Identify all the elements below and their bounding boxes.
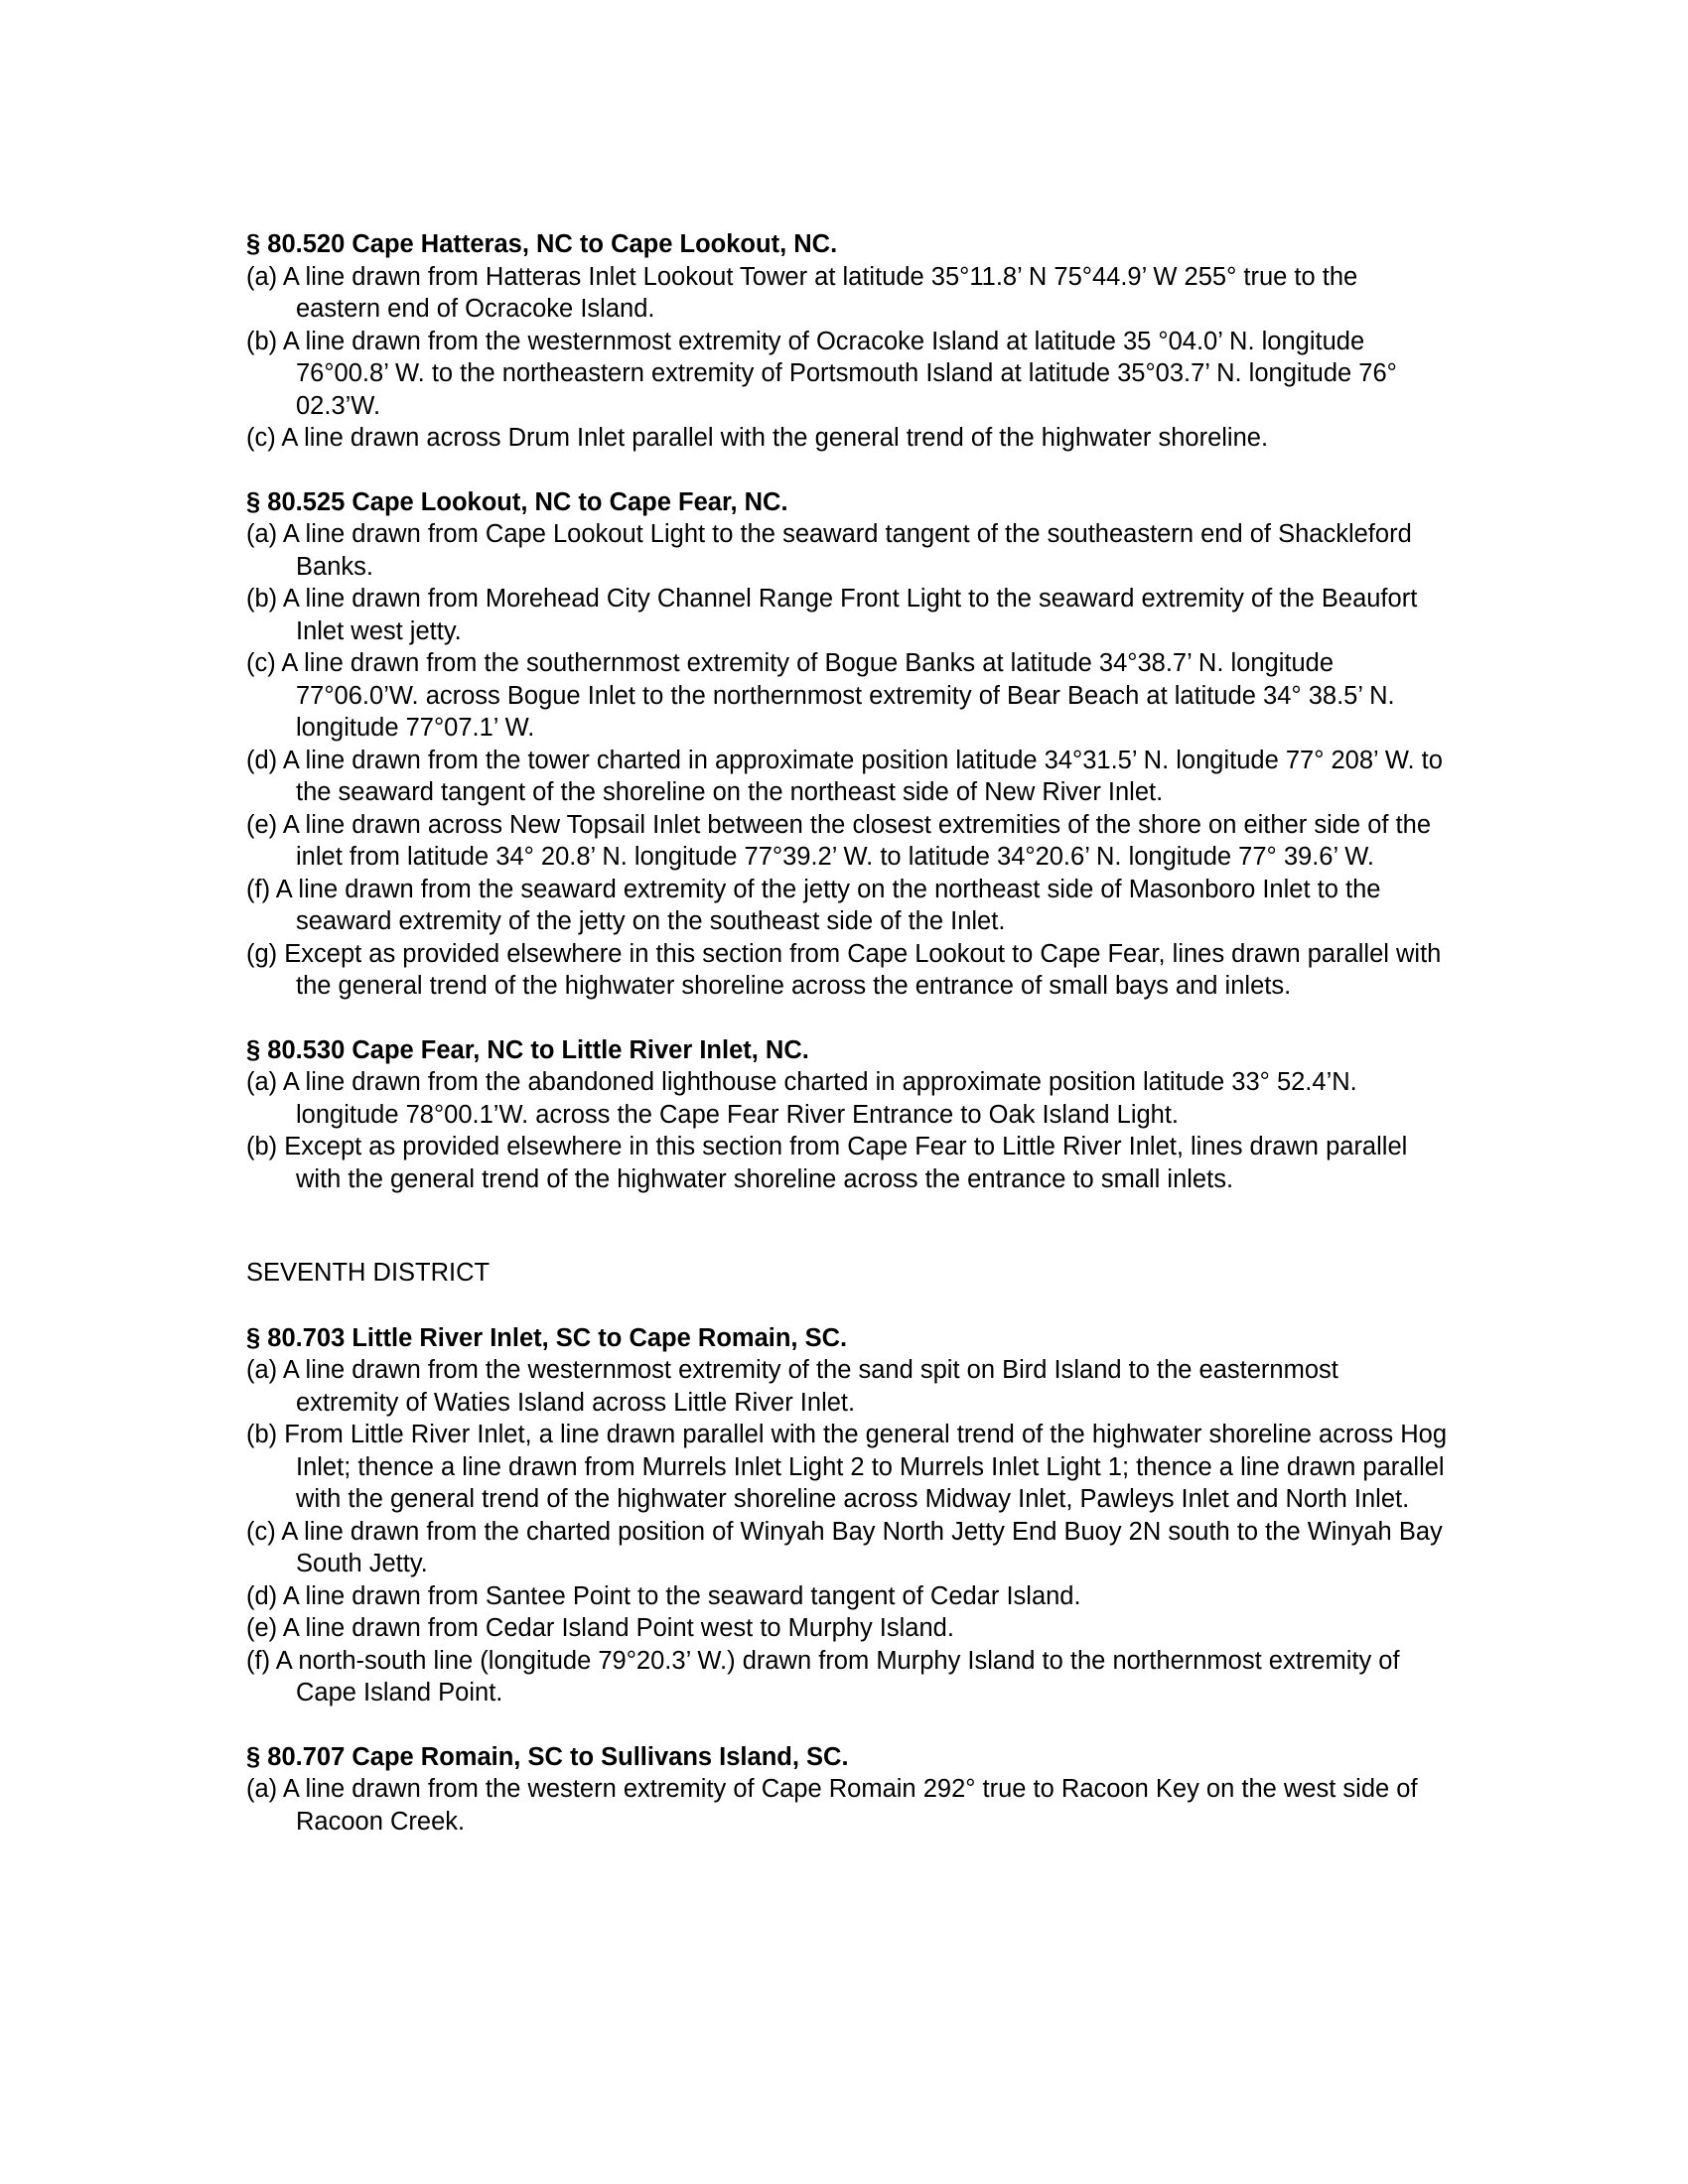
- section-item: (f) A north-south line (longitude 79°20.3’ W.) drawn from Murphy Island to the northernmost extremity of Cape Island Point.: [246, 1646, 1400, 1706]
- district-heading: SEVENTH DISTRICT: [246, 1259, 491, 1287]
- section-item: (a) A line drawn from the abandoned lighthouse charted in approximate position latitude 33° 52.4’N. longitude 78°00.1’W. across the Cape Fear River Entrance to Oak Island Light.: [246, 1068, 1357, 1129]
- section-heading: § 80.525 Cape Lookout, NC to Cape Fear, NC.: [246, 487, 788, 516]
- section-item: (e) A line drawn from Cedar Island Point west to Murphy Island.: [246, 1614, 954, 1642]
- section-80-525: [246, 486, 1448, 1003]
- section-80-520: [246, 228, 1448, 455]
- section-item: (a) A line drawn from Cape Lookout Light to the seaward tangent of the southeastern end of Shackleford Banks.: [246, 520, 1412, 581]
- section-item: (d) A line drawn from the tower charted in approximate position latitude 34°31.5’ N. longitude 77° 208’ W. to the seaward tangent of the shoreline on the northeast side of New River Inlet.: [246, 746, 1443, 806]
- section-item: (f) A line drawn from the seaward extremity of the jetty on the northeast side of Masonboro Inlet to the seaward extremity of the jetty on the southeast side of the Inlet.: [246, 875, 1381, 935]
- section-item: (c) A line drawn from the charted position of Winyah Bay North Jetty End Buoy 2N south to the Winyah Bay South Jetty.: [246, 1517, 1443, 1577]
- section-item: (d) A line drawn from Santee Point to the seaward tangent of Cedar Island.: [246, 1581, 1081, 1610]
- regulation-page: [246, 228, 1448, 1869]
- section-item: (b) A line drawn from the westernmost extremity of Ocracoke Island at latitude 35 °04.0’ N. longitude 76°00.8’ W. to the northeastern extremity of Portsmouth Island at latitude 35°03.7’ N. longitude 76° 02.3’W.: [246, 327, 1397, 420]
- section-80-707: [246, 1741, 1448, 1839]
- section-item: (a) A line drawn from the western extremity of Cape Romain 292° true to Racoon Key on the west side of Racoon Creek.: [246, 1775, 1418, 1836]
- section-heading: § 80.520 Cape Hatteras, NC to Cape Lookout, NC.: [246, 230, 838, 258]
- section-heading: § 80.530 Cape Fear, NC to Little River Inlet, NC.: [246, 1035, 809, 1064]
- section-item: (b) Except as provided elsewhere in this section from Cape Fear to Little River Inlet, lines drawn parallel with the general trend of the highwater shoreline across the entrance to small inlets.: [246, 1133, 1408, 1193]
- section-item: (a) A line drawn from the westernmost extremity of the sand spit on Bird Island to the easternmost extremity of Waties Island across Little River Inlet.: [246, 1356, 1338, 1417]
- section-item: (e) A line drawn across New Topsail Inlet between the closest extremities of the shore on either side of the inlet from latitude 34° 20.8’ N. longitude 77°39.2’ W. to latitude 34°20.6’ N. longitude 77° 39.6’ W.: [246, 810, 1431, 871]
- section-80-530: [246, 1034, 1448, 1196]
- section-heading: § 80.703 Little River Inlet, SC to Cape Romain, SC.: [246, 1323, 848, 1352]
- section-item: (c) A line drawn across Drum Inlet parallel with the general trend of the highwater shoreline.: [246, 424, 1269, 452]
- section-item: (a) A line drawn from Hatteras Inlet Lookout Tower at latitude 35°11.8’ N 75°44.9’ W 255° true to the eastern end of Ocracoke Island.: [246, 262, 1358, 323]
- section-80-703: [246, 1322, 1448, 1709]
- section-item: (g) Except as provided elsewhere in this section from Cape Lookout to Cape Fear, lines drawn parallel with the general trend of the highwater shoreline across the entrance of small bays and inlets.: [246, 939, 1442, 1000]
- section-heading: § 80.707 Cape Romain, SC to Sullivans Island, SC.: [246, 1742, 849, 1771]
- section-item: (c) A line drawn from the southernmost extremity of Bogue Banks at latitude 34°38.7’ N. longitude 77°06.0’W. across Bogue Inlet to the northernmost extremity of Bear Beach at latitude 34° 38.5’ N. longitude 77°07.1’ W.: [246, 649, 1395, 742]
- section-item: (b) From Little River Inlet, a line drawn parallel with the general trend of the highwater shoreline across Hog Inlet; thence a line drawn from Murrels Inlet Light 2 to Murrels Inlet Light 1; thence a line drawn parallel with the general trend of the highwater shoreline across Midway Inlet, Pawleys Inlet and North Inlet.: [246, 1421, 1448, 1513]
- section-item: (b) A line drawn from Morehead City Channel Range Front Light to the seaward extremity of the Beaufort Inlet west jetty.: [246, 585, 1418, 645]
